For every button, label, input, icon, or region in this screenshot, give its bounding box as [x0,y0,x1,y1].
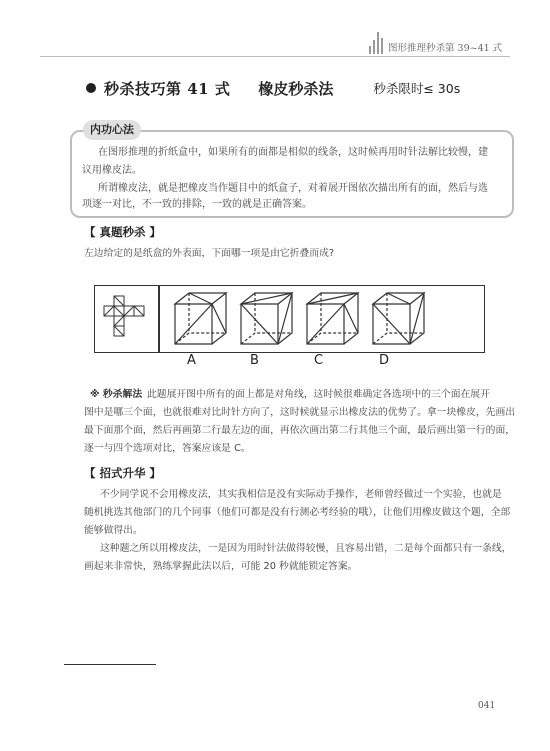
unfolded-net-icon [104,296,144,336]
cube-option-c-icon [307,293,358,344]
upgrade-para2-line2: 画起来非常快，熟练掌握此法以后，可能 20 秒就能锁定答案。 [84,561,358,572]
upgrade-para1-line2: 随机挑选其他部门的几个同事（他们可都是没有行测必考经验的哦），让他们用橡皮做这个题，全部 [84,507,511,518]
technique-title: 秒杀技巧第 41 式 [104,79,231,98]
upgrade-para1-line1: 不少同学说不会用橡皮法，其实我相信是没有实际动手操作，老师曾经做过一个实验，也就是 [100,489,502,500]
upgrade-para2-line1: 这种题之所以用橡皮法，一是因为用时针法做得较慢，且容易出错，二是每个面都只有一条线， [100,543,512,554]
question-text: 左边给定的是纸盒的外表面，下面哪一项是由它折叠而成? [84,248,335,259]
header-rule [40,56,510,57]
question-figure [94,285,485,353]
method-para1-line1: 在图形推理的折纸盒中，如果所有的面都是相似的线条，这时候再用时针法解比较慢，建 [98,147,488,158]
figure-divider [158,286,160,352]
solution-line2: 图中是哪三个面，也就很难对比时针方向了，这时候就显示出橡皮法的优势了。拿一块橡皮，先画出 [84,407,516,418]
question-label: 【 真题秒杀 】 [84,225,162,239]
solution-label: ※ 秒杀解法 [90,389,143,400]
header-decoration-bars-icon [369,32,387,54]
section-title [86,76,460,100]
upgrade-label: 【 招式升华 】 [84,466,162,480]
option-label-c: C [314,353,324,368]
upgrade-para1-line3: 能够做得出。 [84,525,143,536]
cube-option-a-icon [175,293,226,344]
method-box-tab: 内功心法 [83,120,141,140]
method-para2-line2: 项逐一对比，不一致的排除，一致的就是正确答案。 [82,199,312,210]
running-header-title: 图形推理秒杀第 39~41 式 [388,43,503,54]
option-label-a: A [187,353,196,368]
figure-drawing [95,286,484,352]
option-label-d: D [379,353,390,368]
method-box [70,130,514,218]
solution-line3: 最下面那个面，然后再画第二行最左边的面，再依次画出第二行其他三个面，最后画出第一行的面， [84,425,516,436]
cube-option-d-icon [373,293,424,344]
solution-line1: 此题展开图中所有的面上都是对角线，这时候很难确定各选项中的三个面在展开 [147,389,490,400]
technique-name: 橡皮秒杀法 [258,79,334,98]
time-limit: 秒杀限时≤ 30s [373,81,461,96]
bullet-icon [86,83,96,93]
footnote-rule [64,664,156,665]
page-number: 041 [478,701,496,711]
option-label-b: B [250,353,259,368]
solution-line4: 逐一与四个选项对比，答案应该是 C。 [84,443,251,454]
cube-option-b-icon [241,293,292,344]
method-para1-line2: 议用橡皮法。 [82,165,142,176]
method-para2-line1: 所谓橡皮法，就是把橡皮当作题目中的纸盒子，对着展开图依次描出所有的面，然后与选 [98,183,488,194]
